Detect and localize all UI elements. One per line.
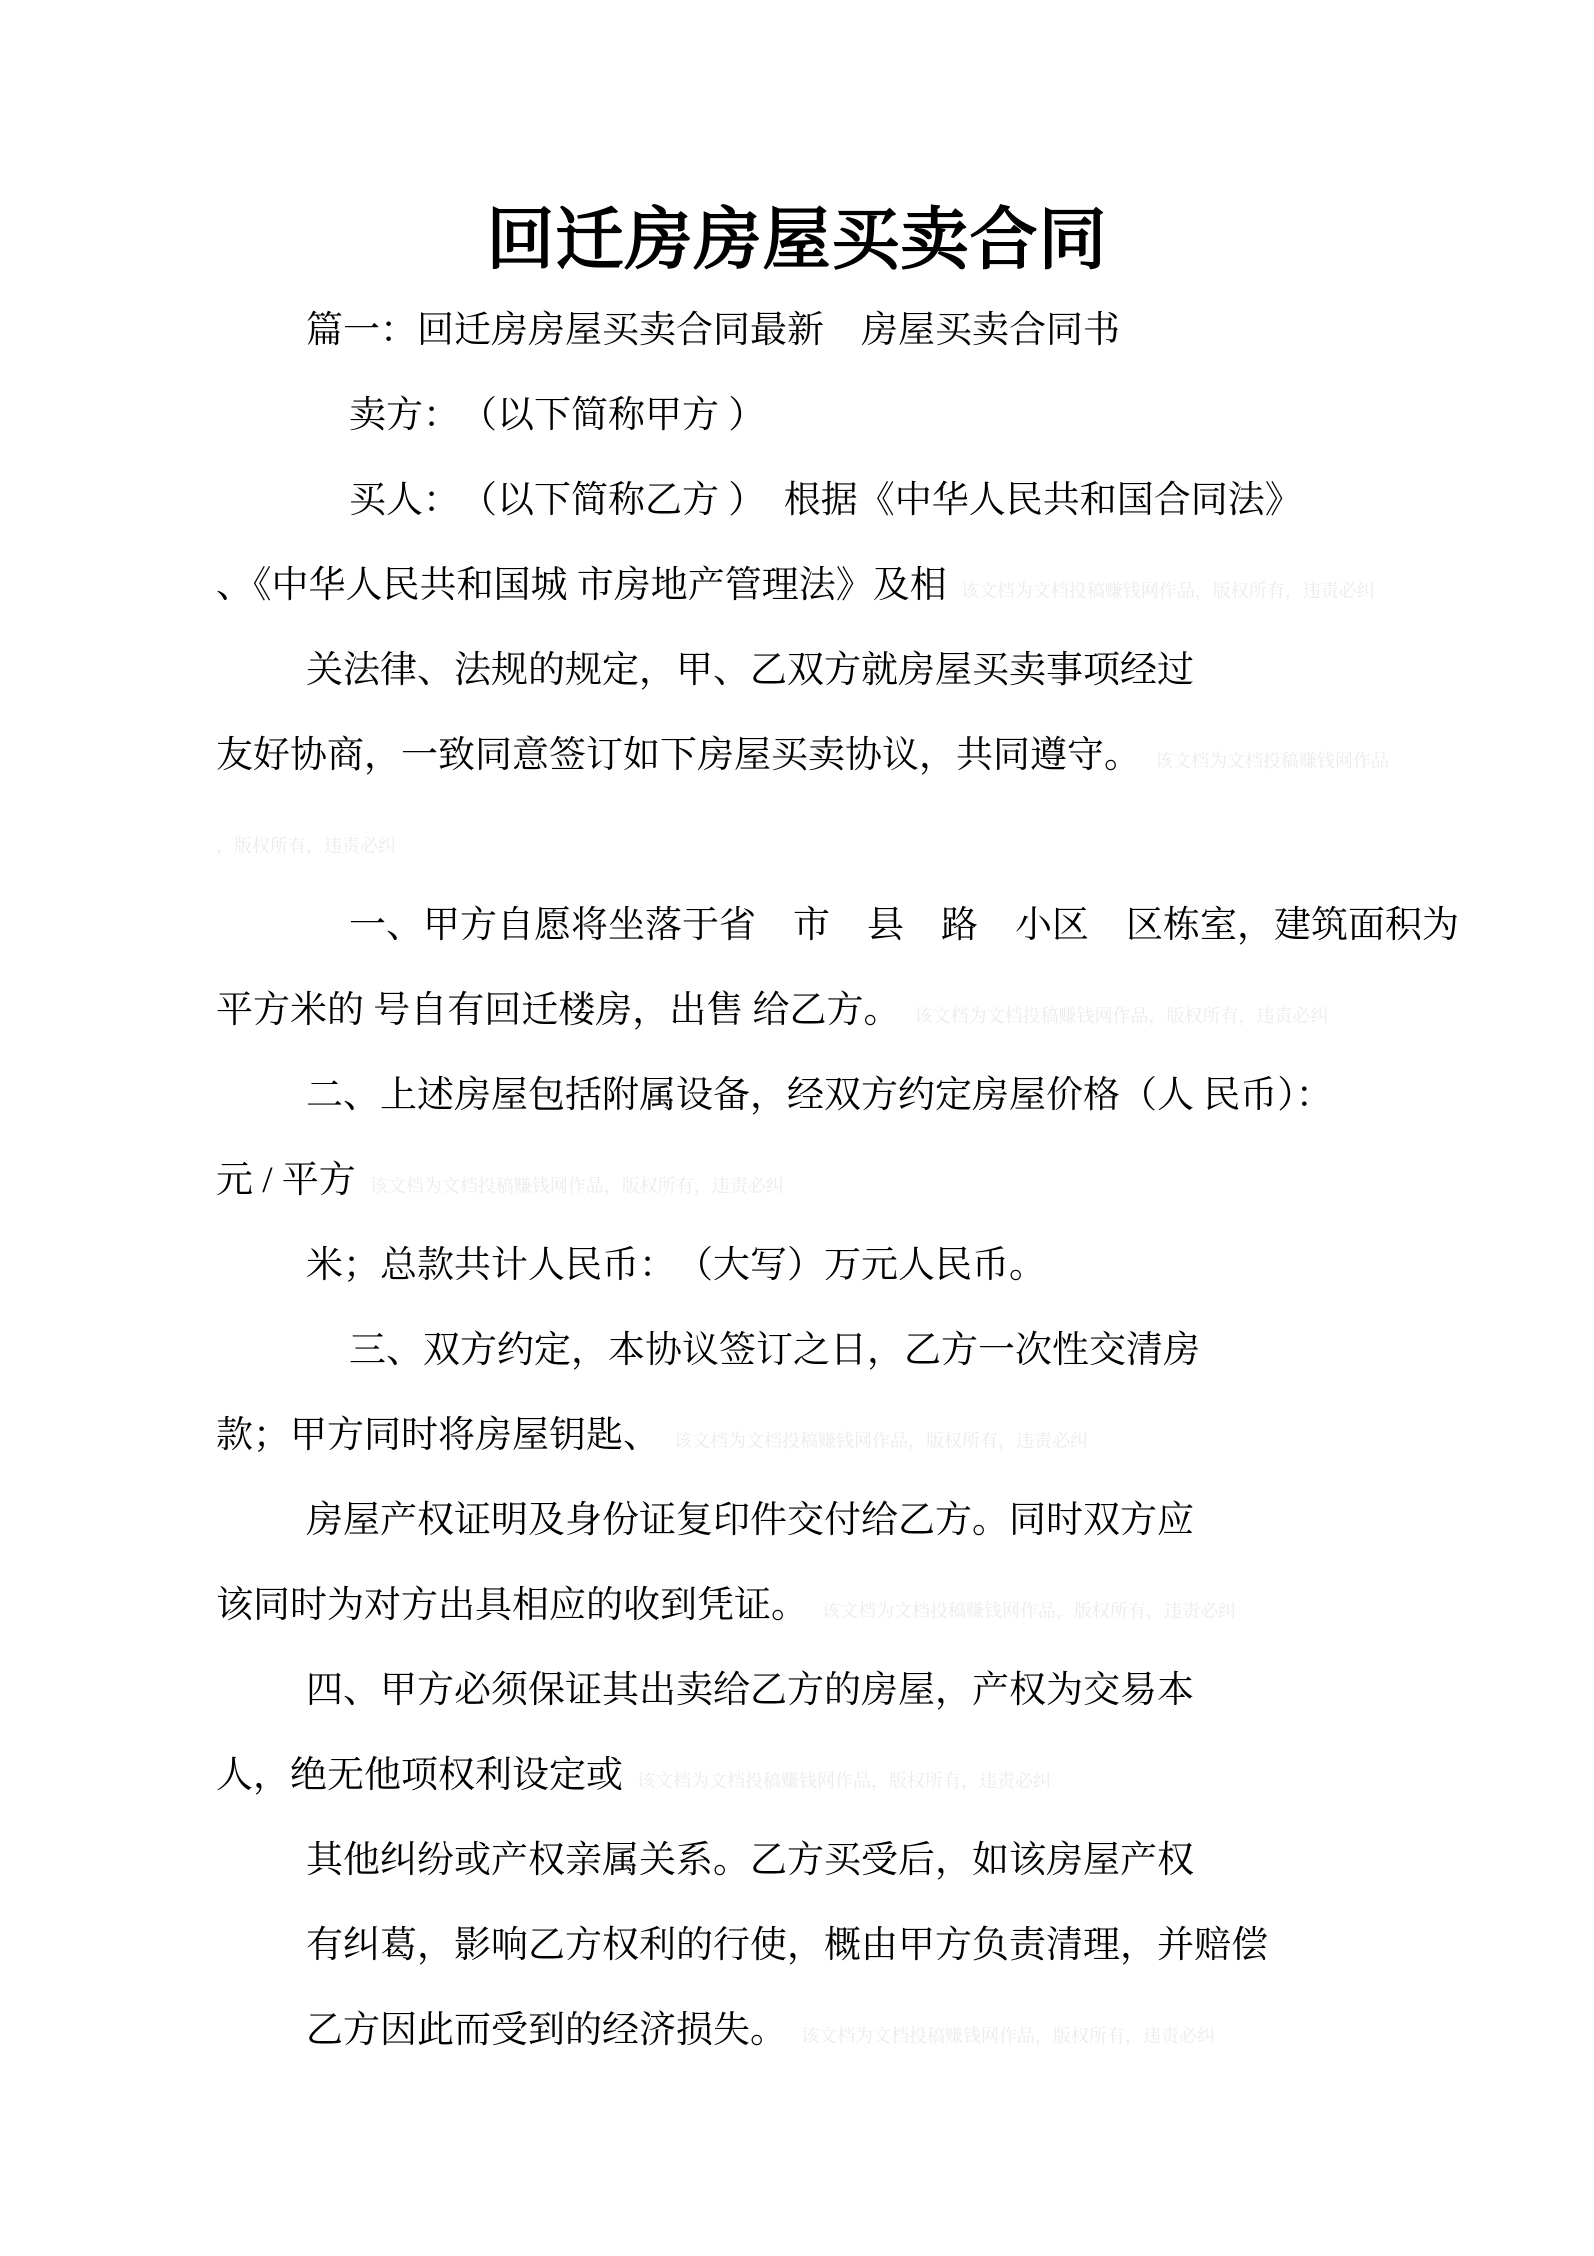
text-line-content: 人，绝无他项权利设定或 [216,1755,623,1796]
watermark-text: 该文档为文档投稿赚钱网作品，版权所有，违责必纠 [674,1431,1088,1451]
text-line [0,1223,1594,1308]
text-line [0,288,1594,373]
text-line [0,543,1594,628]
text-line [0,1648,1594,1733]
text-line-content: 买人： （以下简称乙方 ） 根据《中华人民共和国合同法》 [349,480,1302,521]
text-line-content: 有纠葛，影响乙方权利的行使，概由甲方负责清理，并赔偿 [306,1925,1268,1966]
text-line-content: 该同时为对方出具相应的收到凭证。 [216,1585,808,1626]
text-line [0,1903,1594,1988]
document-body [0,288,1594,2073]
watermark-text: 该文档为文档投稿赚钱网作品，版权所有，违责必纠 [960,581,1375,601]
watermark-text: 该文档为文档投稿赚钱网作品，版权所有，违责必纠 [914,1006,1329,1026]
text-line [0,883,1594,968]
watermark-text: ，版权所有，违责必纠 [216,836,396,856]
text-line [0,1138,1594,1223]
text-line-content: 元 / 平方 [216,1160,356,1201]
text-line [0,1733,1594,1818]
document-title: 回迁房房屋买卖合同 [486,202,1108,278]
text-line-content: 三、双方约定，本协议签订之日，乙方一次性交清房 [349,1330,1200,1371]
text-line-content: 其他纠纷或产权亲属关系。乙方买受后，如该房屋产权 [306,1840,1194,1881]
text-line [0,968,1594,1053]
watermark-text: 该文档为文档投稿赚钱网作品，版权所有，违责必纠 [369,1176,784,1196]
text-line-content: 房屋产权证明及身份证复印件交付给乙方。同时双方应 [306,1500,1194,1541]
text-line [0,713,1594,798]
text-line-content: 卖方： （以下简称甲方 ） [349,395,766,436]
text-line [0,1308,1594,1393]
text-line-content: 二、上述房屋包括附属设备，经双方约定房屋价格（人 民币）： [306,1075,1333,1116]
text-line-content: 、《中华人民共和国城 市房地产管理法》及相 [216,565,947,606]
text-line [0,1563,1594,1648]
watermark-text: 该文档为文档投稿赚钱网作品，版权所有，违责必纠 [801,2026,1215,2046]
watermark-text: 该文档为文档投稿赚钱网作品 [1155,751,1389,771]
text-line-content: 平方米的 号自有回迁楼房，出售 给乙方。 [216,990,901,1031]
text-line [0,1478,1594,1563]
text-line-content: 友好协商，一致同意签订如下房屋买卖协议，共同遵守。 [216,735,1141,776]
text-line-content: 款；甲方同时将房屋钥匙、 [216,1415,660,1456]
text-line [0,458,1594,543]
text-line [0,373,1594,458]
text-line-content: 一、甲方自愿将坐落于省 市 县 路 小区 区栋室，建筑面积为 [349,905,1459,946]
watermark-text: 该文档为文档投稿赚钱网作品，版权所有，违责必纠 [637,1771,1051,1791]
text-line-content: 乙方因此而受到的经济损失。 [306,2010,787,2051]
text-line [0,1393,1594,1478]
text-line-content: 篇一：回迁房房屋买卖合同最新 房屋买卖合同书 [306,310,1120,351]
text-line [0,1988,1594,2073]
watermark-line [0,798,1594,883]
text-line [0,628,1594,713]
text-line [0,1053,1594,1138]
text-line-content: 四、甲方必须保证其出卖给乙方的房屋，产权为交易本 [306,1670,1194,1711]
text-line [0,1818,1594,1903]
watermark-text: 该文档为文档投稿赚钱网作品，版权所有，违责必纠 [822,1601,1236,1621]
text-line-content: 关法律、法规的规定，甲、乙双方就房屋买卖事项经过 [306,650,1194,691]
text-line-content: 米；总款共计人民币： （大写）万元人民币。 [306,1245,1046,1286]
